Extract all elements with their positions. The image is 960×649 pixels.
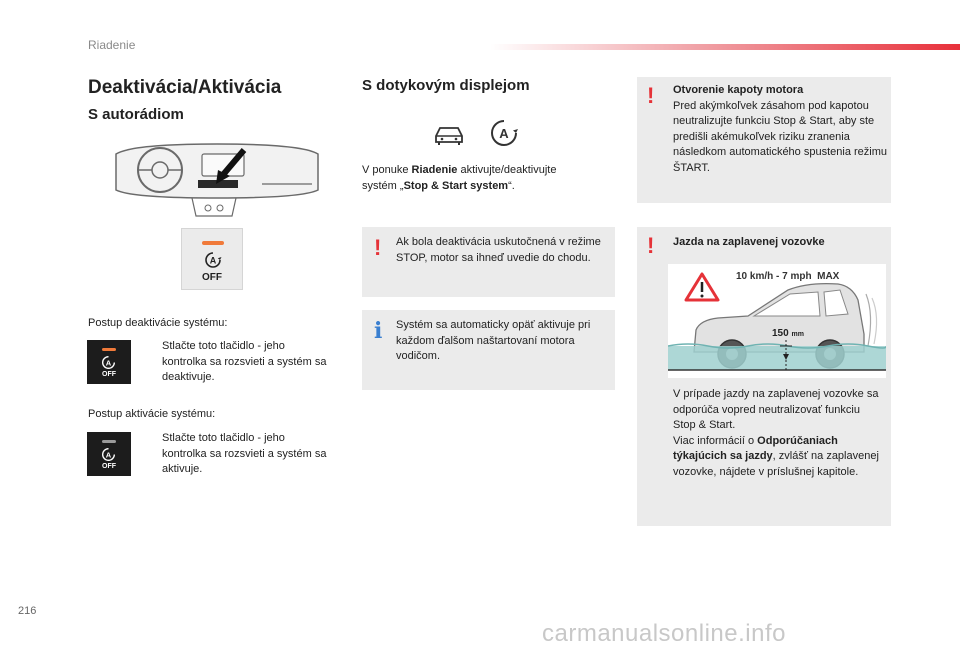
flood-text: V prípade jazdy na zaplavenej vozovke sa odporúča vopred neutralizovať funkciu Stop & Start. Viac informácií o Odporúčaniach týkajúcich sa jazdy, zvlášť na zaplavenej vozovke, nájdete v príslušnej kapitole. <box>673 388 879 478</box>
activate-step: Stlačte toto tlačidlo - jeho kontrolka sa rozsvieti a systém sa aktivuje. <box>162 432 327 475</box>
page-number: 216 <box>18 605 37 617</box>
deactivate-intro: Postup deaktivácie systému: <box>88 317 228 329</box>
warning-icon: ! <box>374 235 382 260</box>
warning-text: Ak bola deaktivácia uskutočnená v režime STOP, motor sa ihneď uvedie do chodu. <box>396 236 601 264</box>
speed-limit-label: 10 km/h - 7 mph MAX <box>736 271 840 282</box>
warning-icon: ! <box>647 233 655 258</box>
led-indicator <box>202 241 224 245</box>
warning-box-hood <box>637 77 891 203</box>
info-box-auto-reactivate <box>362 310 615 390</box>
auto-start-icon <box>101 447 116 462</box>
dashboard-illustration <box>112 140 322 220</box>
off-label: OFF <box>102 371 116 378</box>
info-text: Systém sa automaticky opäť aktivuje pri každom ďalšom naštartovaní motora vodičom. <box>396 319 591 362</box>
stop-start-button-activate[interactable] <box>87 432 131 476</box>
header-accent-bar <box>490 44 960 50</box>
auto-start-icon <box>101 355 116 370</box>
off-label: OFF <box>202 272 222 283</box>
auto-start-icon <box>204 251 222 269</box>
water-depth-label: 150 mm <box>772 328 804 339</box>
deactivate-step: Stlačte toto tlačidlo - jeho kontrolka sa rozsvieti a systém sa deaktivuje. <box>162 340 327 383</box>
subtitle-radio: S autorádiom <box>88 106 184 123</box>
warning-box-flood <box>637 227 891 526</box>
stop-start-touch-icon[interactable] <box>489 118 519 148</box>
page-title: Deaktivácia/Aktivácia <box>88 77 282 98</box>
stop-start-button-large[interactable] <box>181 228 243 290</box>
watermark: carmanualsonline.info <box>542 620 786 647</box>
warning-box-stop-mode <box>362 227 615 297</box>
svg-text:A: A <box>105 450 112 460</box>
flood-illustration <box>668 264 886 378</box>
led-off-indicator <box>102 440 116 443</box>
stop-start-button-deactivate[interactable] <box>87 340 131 384</box>
hood-text: Pred akýmkoľvek zásahom pod kapotou neutralizujte funkciu Stop & Start, aby ste predišli akémukoľvek riziku zranenia následkom automatického spustenia režimu ŠTART. <box>673 99 888 174</box>
car-icon <box>432 120 466 148</box>
hood-title: Otvorenie kapoty motora <box>673 84 804 96</box>
section-header: Riadenie <box>88 38 136 52</box>
warning-icon: ! <box>647 83 655 108</box>
svg-text:A: A <box>499 126 509 141</box>
menu-instruction: V ponuke Riadenie aktivujte/deaktivujte systém „Stop & Start system“. <box>362 164 557 192</box>
flood-title: Jazda na zaplavenej vozovke <box>673 236 825 248</box>
svg-text:A: A <box>105 358 112 368</box>
hood-warning <box>673 83 887 176</box>
led-on-indicator <box>102 348 116 351</box>
off-label: OFF <box>102 463 116 470</box>
subtitle-touchscreen: S dotykovým displejom <box>362 77 530 94</box>
svg-text:A: A <box>209 255 217 266</box>
info-icon: i <box>374 318 383 344</box>
activate-intro: Postup aktivácie systému: <box>88 408 216 420</box>
